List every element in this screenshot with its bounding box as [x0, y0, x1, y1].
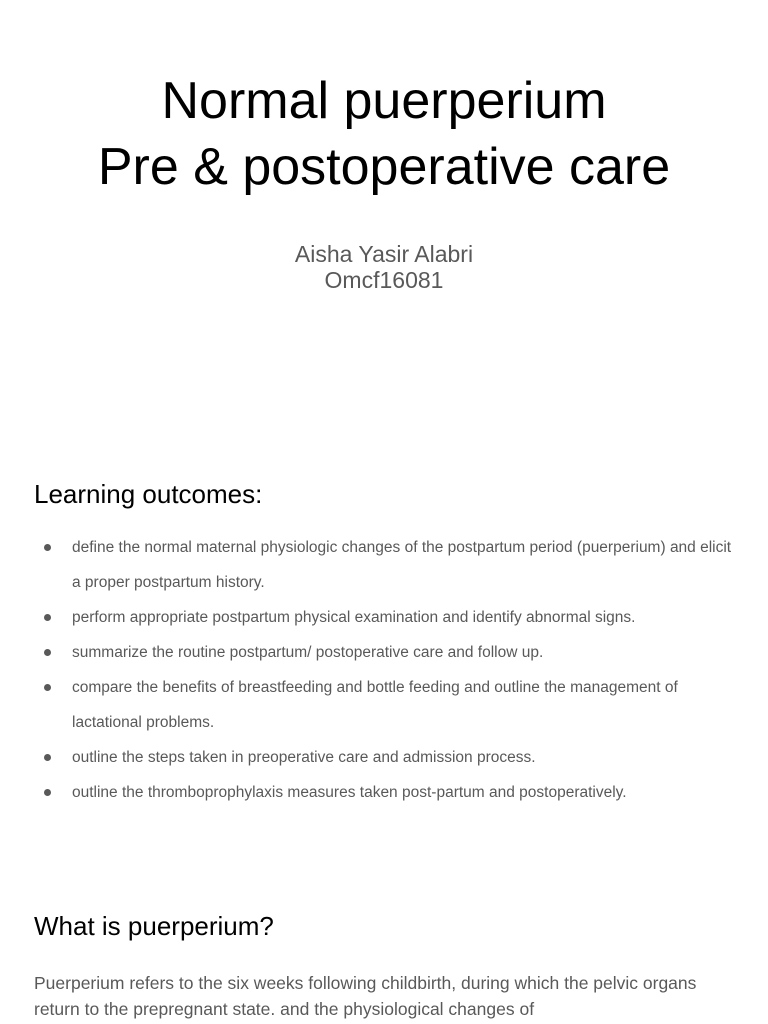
bullet-icon [44, 614, 51, 621]
list-item [34, 600, 740, 635]
list-item [34, 635, 740, 670]
what-is-puerperium-slide [0, 870, 768, 1024]
list-item [34, 740, 740, 775]
learning-outcomes-slide [0, 440, 768, 870]
author-block [0, 241, 768, 293]
bullet-icon [44, 789, 51, 796]
student-id: Omcf16081 [324, 267, 444, 293]
list-item [34, 670, 740, 740]
outcome-text: outline the steps taken in preoperative care and admission process. [72, 749, 536, 766]
puerperium-definition: Puerperium refers to the six weeks following childbirth, during which the pelvic organs return to the prepregnant state. and the physiological changes of [34, 973, 697, 1019]
learning-outcomes-heading: Learning outcomes: [34, 479, 263, 509]
page-title [0, 68, 768, 200]
title-line-2: Pre & postoperative care [97, 138, 671, 196]
title-line-1: Normal puerperium [161, 72, 607, 130]
puerperium-heading: What is puerperium? [34, 911, 274, 941]
learning-outcomes-list [34, 530, 740, 810]
outcome-text: perform appropriate postpartum physical examination and identify abnormal signs. [72, 609, 636, 626]
outcome-text: define the normal maternal physiologic changes of the postpartum period (puerperium) and elicit a proper postpartum history. [72, 539, 732, 591]
outcome-text: compare the benefits of breastfeeding and bottle feeding and outline the management of lactational problems. [72, 679, 678, 731]
list-item [34, 775, 740, 810]
outcome-text: outline the thromboprophylaxis measures taken post-partum and postoperatively. [72, 784, 627, 801]
bullet-icon [44, 684, 51, 691]
bullet-icon [44, 544, 51, 551]
bullet-icon [44, 754, 51, 761]
title-slide [0, 0, 768, 440]
bullet-icon [44, 649, 51, 656]
list-item [34, 530, 740, 600]
author-name: Aisha Yasir Alabri [294, 241, 474, 267]
outcome-text: summarize the routine postpartum/ postoperative care and follow up. [72, 644, 544, 661]
